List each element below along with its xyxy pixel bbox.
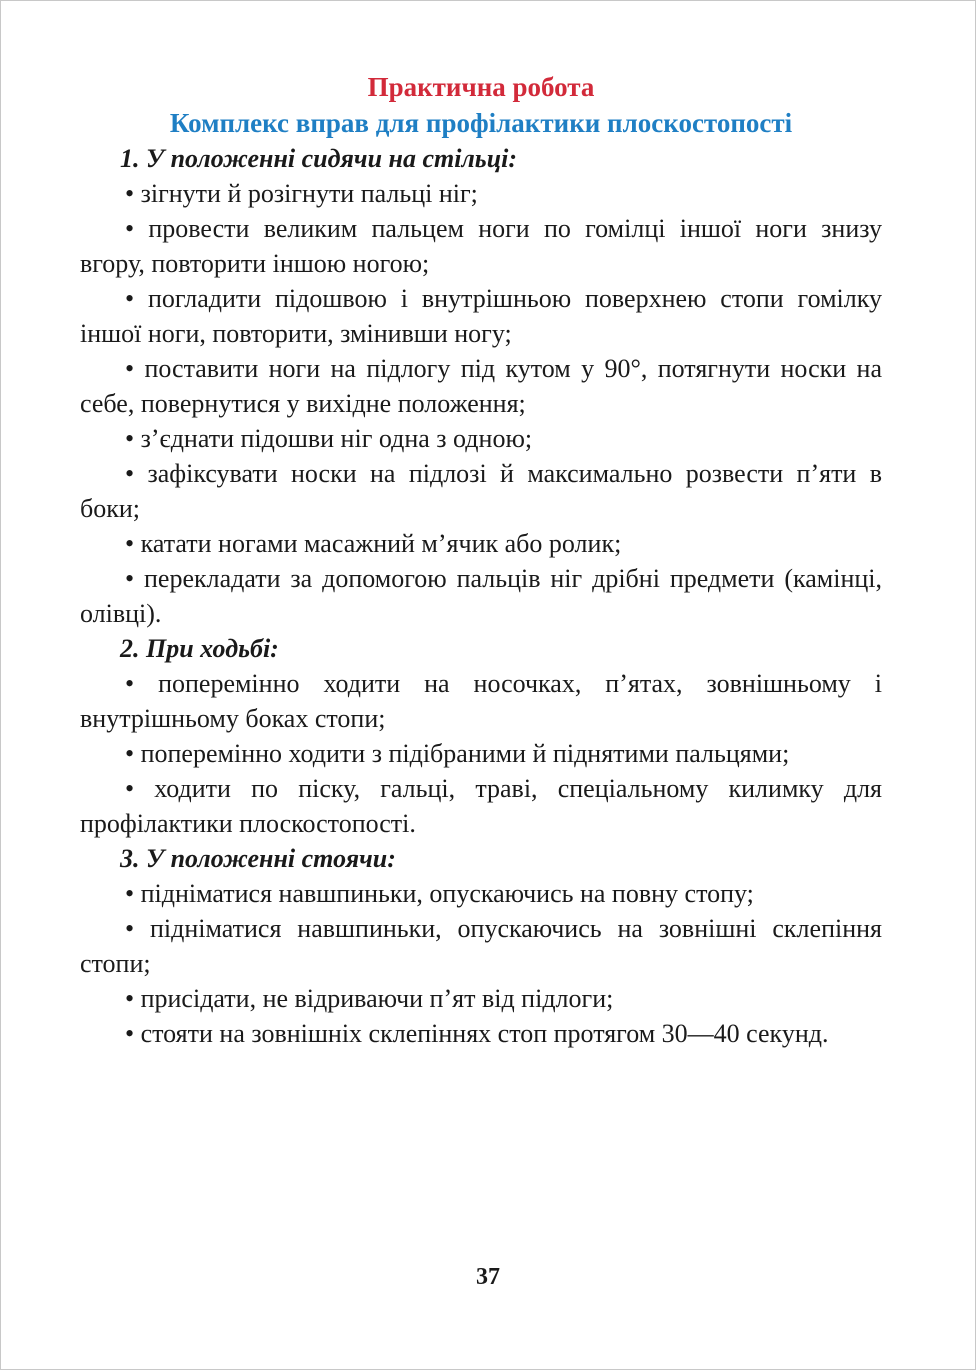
section-heading-2: 2. При ходьбі: <box>120 634 279 663</box>
page-content <box>80 69 882 1051</box>
list-item: • поставити ноги на підлогу під кутом у 90°, потягнути носки на себе, повернутися у вихідне положення; <box>80 354 882 418</box>
list-item: • ходити по піску, гальці, траві, спеціальному килимку для профілактики плоскостопості. <box>80 774 882 838</box>
list-item: • катати ногами масажний м’ячик або ролик; <box>125 529 622 558</box>
page-number: 37 <box>476 1264 500 1290</box>
page-subtitle: Комплекс вправ для профілактики плоскостопості <box>169 108 793 138</box>
section-heading-3: 3. У положенні стоячи: <box>120 844 396 873</box>
list-item: • перекладати за допомогою пальців ніг дрібні предмети (камінці, олівці). <box>80 564 882 628</box>
page-title: Практична робота <box>367 72 595 102</box>
list-item: • погладити підошвою і внутрішньою поверхнею стопи гомілку іншої ноги, повторити, змінивши ногу; <box>80 284 882 348</box>
list-item: • підніматися навшпиньки, опускаючись на зовнішні склепіння стопи; <box>80 914 882 978</box>
section-heading-1: 1. У положенні сидячи на стільці: <box>120 144 518 173</box>
list-item: • присідати, не відриваючи п’ят від підлоги; <box>125 984 614 1013</box>
list-item: • з’єднати підошви ніг одна з одною; <box>125 424 533 453</box>
list-item: • поперемінно ходити з підібраними й піднятими пальцями; <box>125 739 790 768</box>
list-item: • поперемінно ходити на носочках, п’ятах, зовнішньому і внутрішньому боках стопи; <box>80 669 882 733</box>
list-item: • зафіксувати носки на підлозі й максимально розвести п’яти в боки; <box>80 459 882 523</box>
list-item: • провести великим пальцем ноги по гомілці іншої ноги знизу вгору, повторити іншою ногою; <box>80 214 882 278</box>
list-item: • стояти на зовнішніх склепіннях стоп протягом 30—40 секунд. <box>125 1019 829 1048</box>
list-item: • зігнути й розігнути пальці ніг; <box>125 179 478 208</box>
list-item: • підніматися навшпиньки, опускаючись на повну стопу; <box>125 879 754 908</box>
